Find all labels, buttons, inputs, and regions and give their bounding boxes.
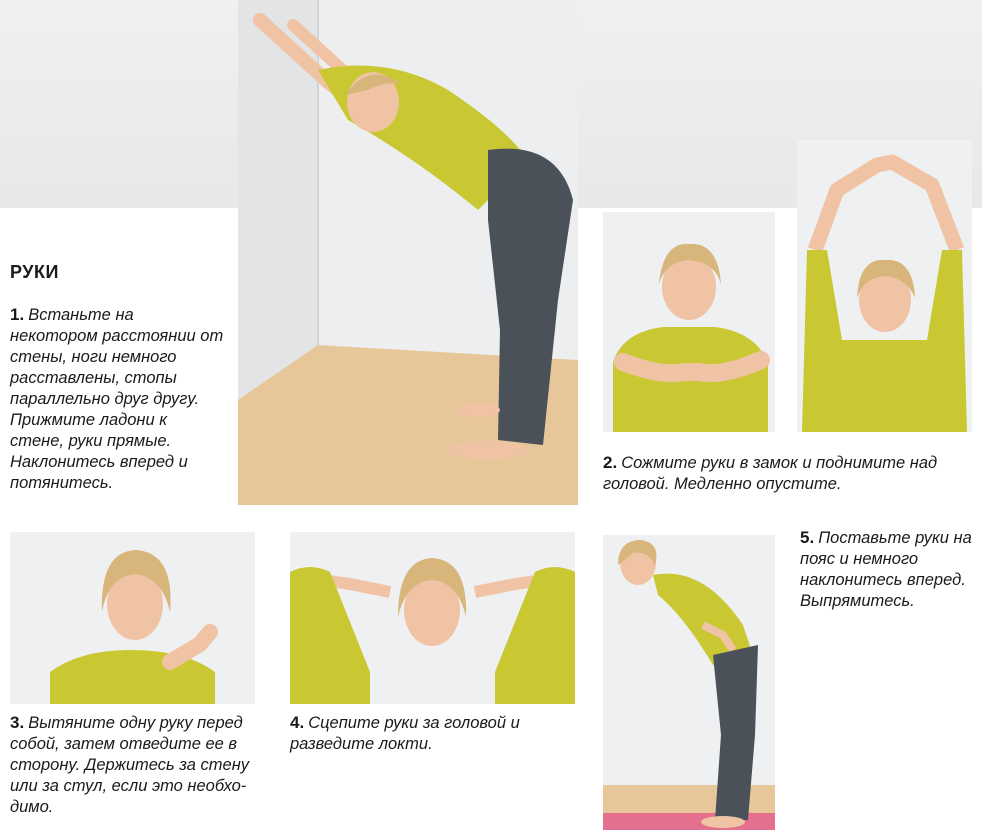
section-title: РУКИ bbox=[10, 262, 59, 282]
photo-wall-stretch bbox=[238, 0, 578, 505]
exercise-text: Сожмите руки в замок и поднимите над головой. Медленно опустите. bbox=[603, 454, 938, 493]
exercise-number: 4. bbox=[290, 713, 305, 732]
exercise-text: Вытяните одну руку перед собой, затем отведите ее в сторону. Держитесь за стену или за стул, если это необхо-димо. bbox=[10, 714, 250, 816]
exercise-text: Встаньте на некотором расстоянии от стены, ноги немного расставлены, стопы параллельно друг другу. Прижмите ладони к стене, руки прямые. Наклонитесь вперед и потянитесь. bbox=[10, 306, 224, 492]
exercise-number: 2. bbox=[603, 453, 618, 472]
exercise-5-caption bbox=[800, 527, 980, 612]
exercise-3-caption bbox=[10, 712, 270, 818]
exercise-number: 5. bbox=[800, 528, 815, 547]
exercise-number: 1. bbox=[10, 305, 25, 324]
photo-arm-forward bbox=[10, 532, 255, 704]
exercise-1-caption bbox=[10, 304, 225, 494]
photo-hands-overhead bbox=[797, 140, 972, 432]
exercise-text: Сцепите руки за головой и разведите локти. bbox=[290, 714, 520, 753]
exercise-2-caption bbox=[603, 452, 973, 495]
photo-hands-clasped bbox=[603, 212, 775, 432]
photo-hands-on-hips bbox=[603, 535, 775, 830]
exercise-text: Поставьте руки на пояс и немного наклонитесь вперед. Выпрямитесь. bbox=[800, 529, 972, 610]
photo-hands-behind-head bbox=[290, 532, 575, 704]
exercise-4-caption bbox=[290, 712, 540, 755]
exercise-number: 3. bbox=[10, 713, 25, 732]
